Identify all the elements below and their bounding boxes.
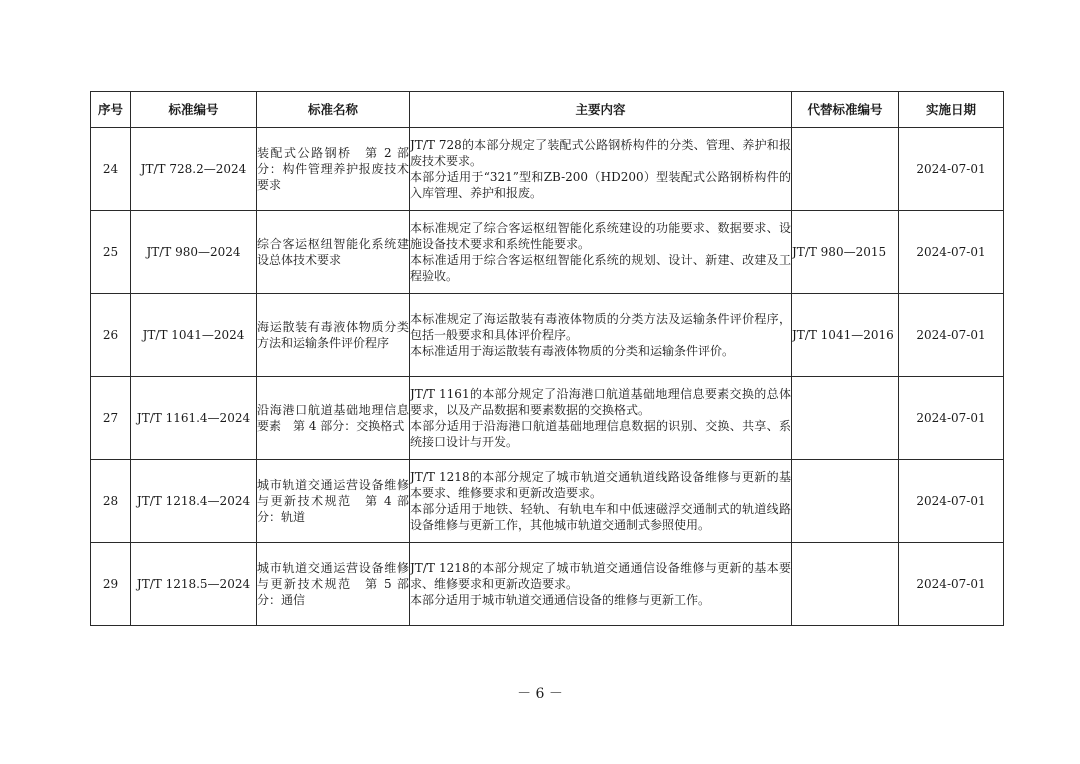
content-applicability: 本标准适用于综合客运枢纽智能化系统的规划、设计、新建、改建及工程验收。 <box>410 253 791 283</box>
row-seq: 29 <box>91 543 131 626</box>
content-scope: JT/T 728的本部分规定了装配式公路钢桥构件的分类、管理、养护和报废技术要求。 <box>410 138 791 168</box>
row-seq: 24 <box>91 128 131 211</box>
row-code: JT/T 1041—2024 <box>131 294 257 377</box>
content-scope: JT/T 1218的本部分规定了城市轨道交通通信设备维修与更新的基本要求、维修要求和更新改造要求。 <box>410 561 791 591</box>
table-header-row <box>91 92 1004 128</box>
row-date: 2024-07-01 <box>899 543 1004 626</box>
header-code: 标准编号 <box>131 92 257 128</box>
row-date: 2024-07-01 <box>899 211 1004 294</box>
row-code: JT/T 1161.4—2024 <box>131 377 257 460</box>
content-applicability: 本部分适用于沿海港口航道基础地理信息数据的识别、交换、共享、系统接口设计与开发。 <box>410 419 791 449</box>
table-row <box>91 128 1004 211</box>
table-row <box>91 211 1004 294</box>
row-content <box>410 294 792 377</box>
content-applicability: 本部分适用于城市轨道交通通信设备的维修与更新工作。 <box>410 593 711 607</box>
row-code: JT/T 728.2—2024 <box>131 128 257 211</box>
row-date: 2024-07-01 <box>899 128 1004 211</box>
content-applicability: 本标准适用于海运散装有毒液体物质的分类和运输条件评价。 <box>410 344 735 358</box>
content-scope: JT/T 1161的本部分规定了沿海港口航道基础地理信息要素交换的总体要求，以及产品数据和要素数据的交换格式。 <box>410 387 791 417</box>
row-name: 海运散装有毒液体物质分类方法和运输条件评价程序 <box>257 294 410 377</box>
table-row <box>91 460 1004 543</box>
page-number: － 6 － <box>517 686 563 702</box>
row-content <box>410 543 792 626</box>
row-content <box>410 211 792 294</box>
row-seq: 25 <box>91 211 131 294</box>
row-date: 2024-07-01 <box>899 294 1004 377</box>
row-content <box>410 460 792 543</box>
content-scope: 本标准规定了海运散装有毒液体物质的分类方法及运输条件评价程序，包括一般要求和具体评价程序。 <box>410 312 791 342</box>
row-code: JT/T 1218.4—2024 <box>131 460 257 543</box>
row-content <box>410 377 792 460</box>
row-name: 装配式公路钢桥 第 2 部分：构件管理养护报废技术要求 <box>257 128 410 211</box>
row-replaces <box>792 543 899 626</box>
header-seq: 序号 <box>91 92 131 128</box>
table-row <box>91 543 1004 626</box>
table-row <box>91 294 1004 377</box>
row-date: 2024-07-01 <box>899 460 1004 543</box>
row-replaces: JT/T 980—2015 <box>792 211 899 294</box>
header-content: 主要内容 <box>410 92 792 128</box>
standards-table <box>90 91 1004 626</box>
content-scope: JT/T 1218的本部分规定了城市轨道交通轨道线路设备维修与更新的基本要求、维修要求和更新改造要求。 <box>410 470 791 500</box>
table-row <box>91 377 1004 460</box>
row-seq: 26 <box>91 294 131 377</box>
row-name: 沿海港口航道基础地理信息要素 第 4 部分：交换格式 <box>257 377 410 460</box>
row-replaces <box>792 128 899 211</box>
row-replaces <box>792 377 899 460</box>
row-replaces: JT/T 1041—2016 <box>792 294 899 377</box>
row-name: 综合客运枢纽智能化系统建设总体技术要求 <box>257 211 410 294</box>
content-scope: 本标准规定了综合客运枢纽智能化系统建设的功能要求、数据要求、设施设备技术要求和系统性能要求。 <box>410 221 791 251</box>
row-content <box>410 128 792 211</box>
header-name: 标准名称 <box>257 92 410 128</box>
row-seq: 28 <box>91 460 131 543</box>
content-applicability: 本部分适用于地铁、轻轨、有轨电车和中低速磁浮交通制式的轨道线路设备维修与更新工作，其他城市轨道交通制式参照使用。 <box>410 502 791 532</box>
row-code: JT/T 1218.5—2024 <box>131 543 257 626</box>
row-date: 2024-07-01 <box>899 377 1004 460</box>
row-name: 城市轨道交通运营设备维修与更新技术规范 第 5 部分：通信 <box>257 543 410 626</box>
row-replaces <box>792 460 899 543</box>
row-code: JT/T 980—2024 <box>131 211 257 294</box>
row-name: 城市轨道交通运营设备维修与更新技术规范 第 4 部分：轨道 <box>257 460 410 543</box>
row-seq: 27 <box>91 377 131 460</box>
content-applicability: 本部分适用于“321”型和ZB-200（HD200）型装配式公路钢桥构件的入库管理、养护和报废。 <box>410 170 791 200</box>
header-date: 实施日期 <box>899 92 1004 128</box>
header-replaces: 代替标准编号 <box>792 92 899 128</box>
